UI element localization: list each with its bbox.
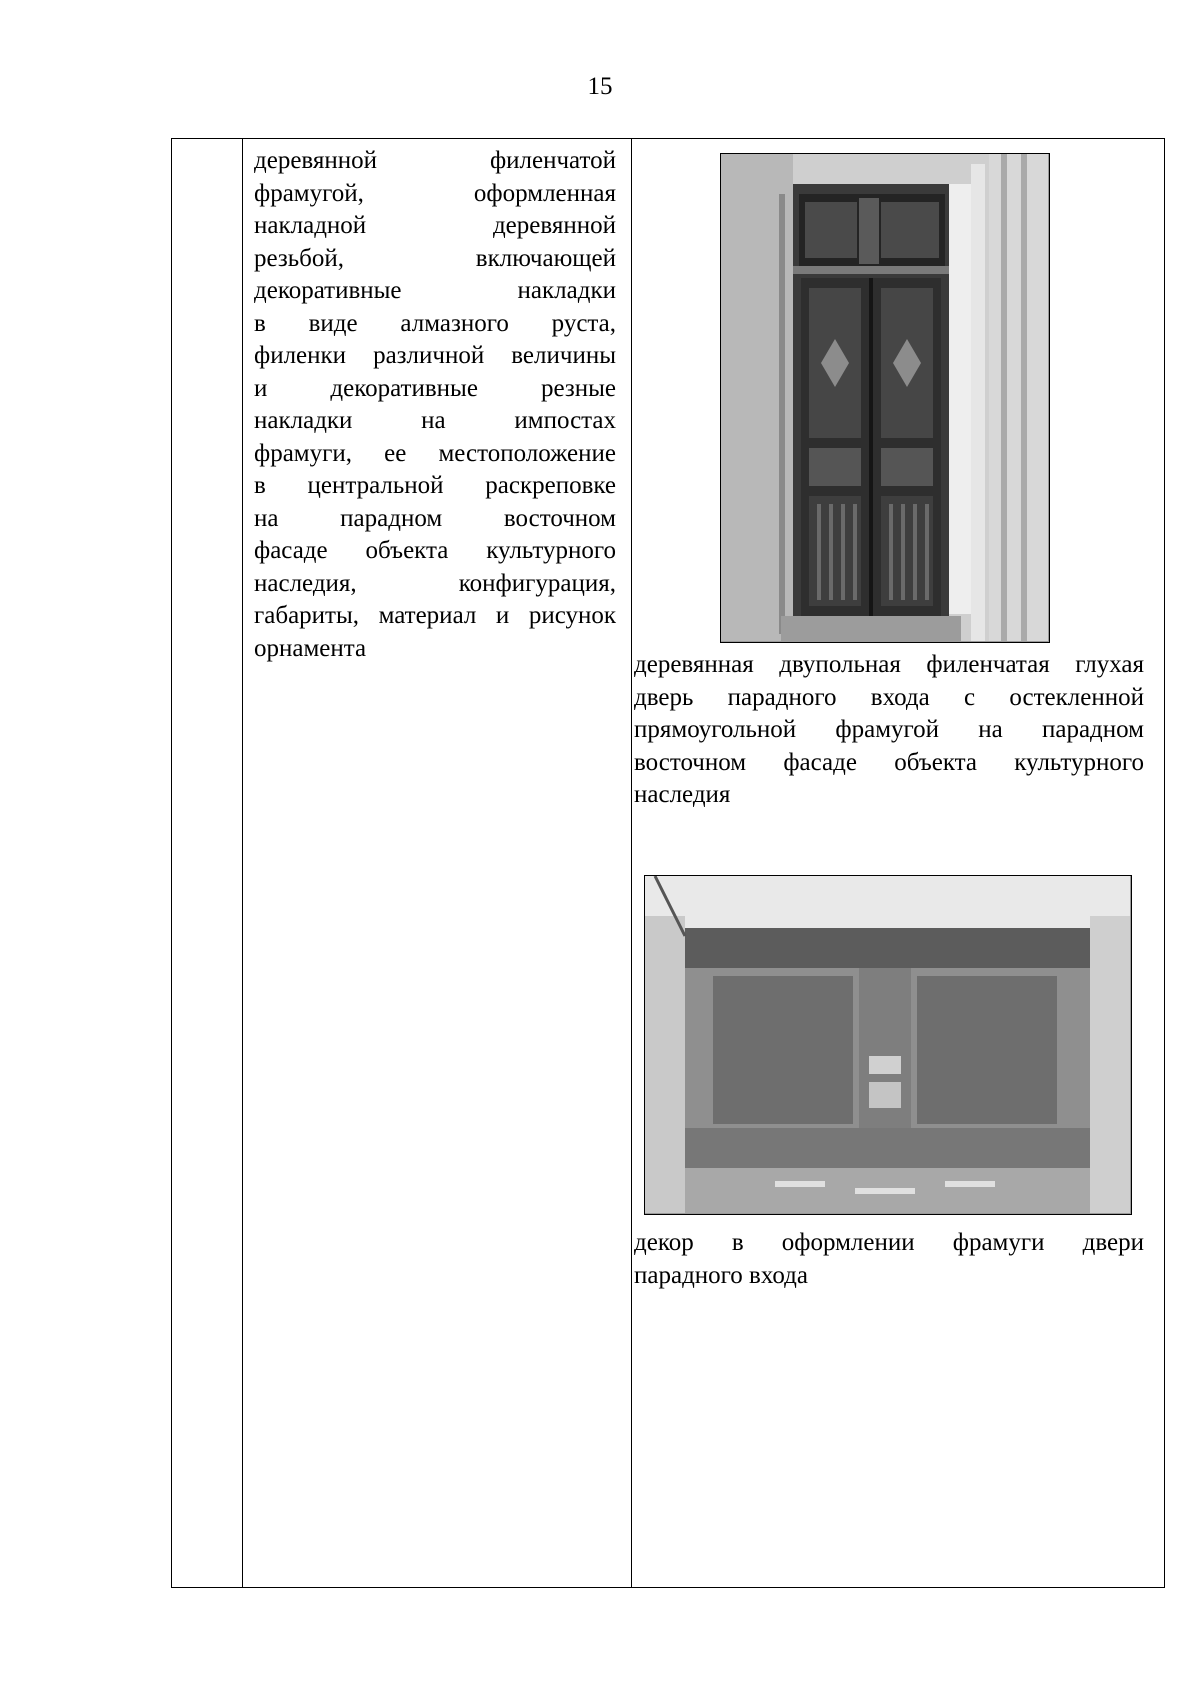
description-line: и декоративные резные (254, 374, 616, 402)
transom-photo (644, 875, 1132, 1215)
description-line: орнамента (254, 634, 367, 662)
page-number: 15 (587, 73, 613, 100)
caption-line: восточном фасаде объекта культурного (634, 748, 1144, 776)
description-line: наследия, конфигурация, (254, 569, 616, 597)
table-column-divider (631, 139, 632, 1587)
description-line: накладной деревянной (254, 212, 616, 239)
description-line: в виде алмазного руста, (254, 309, 616, 337)
door-photo (720, 153, 1050, 643)
caption-line: дверь парадного входа с остекленной (634, 683, 1144, 711)
heritage-element-table (171, 138, 1165, 1588)
description-line: фасаде объекта культурного (254, 537, 616, 564)
caption-line: наследия (634, 781, 731, 808)
description-line: габариты, материал и рисунок (254, 602, 616, 629)
description-line: декоративные накладки (254, 277, 616, 304)
element-description (254, 145, 616, 665)
description-line: резьбой, включающей (254, 244, 616, 272)
caption-line: декор в оформлении фрамуги двери (634, 1229, 1144, 1256)
caption-line: прямоугольной фрамугой на парадном (634, 716, 1144, 743)
transom-photo-caption (634, 1227, 1144, 1292)
transom-photo-image (645, 876, 1130, 1213)
description-line: в центральной раскреповке (254, 472, 616, 499)
table-column-divider (242, 139, 243, 1587)
description-line: фрамугой, оформленная (254, 179, 616, 207)
description-line: деревянной филенчатой (254, 147, 616, 174)
description-line: филенки различной величины (254, 342, 616, 369)
description-line: фрамуги, ее местоположение (254, 439, 616, 467)
description-line: накладки на импостах (254, 407, 616, 434)
description-line: на парадном восточном (254, 504, 616, 532)
caption-line: парадного входа (634, 1261, 808, 1289)
door-photo-image (721, 154, 1048, 641)
caption-line: деревянная двупольная филенчатая глухая (634, 651, 1144, 678)
door-photo-caption (634, 649, 1144, 812)
